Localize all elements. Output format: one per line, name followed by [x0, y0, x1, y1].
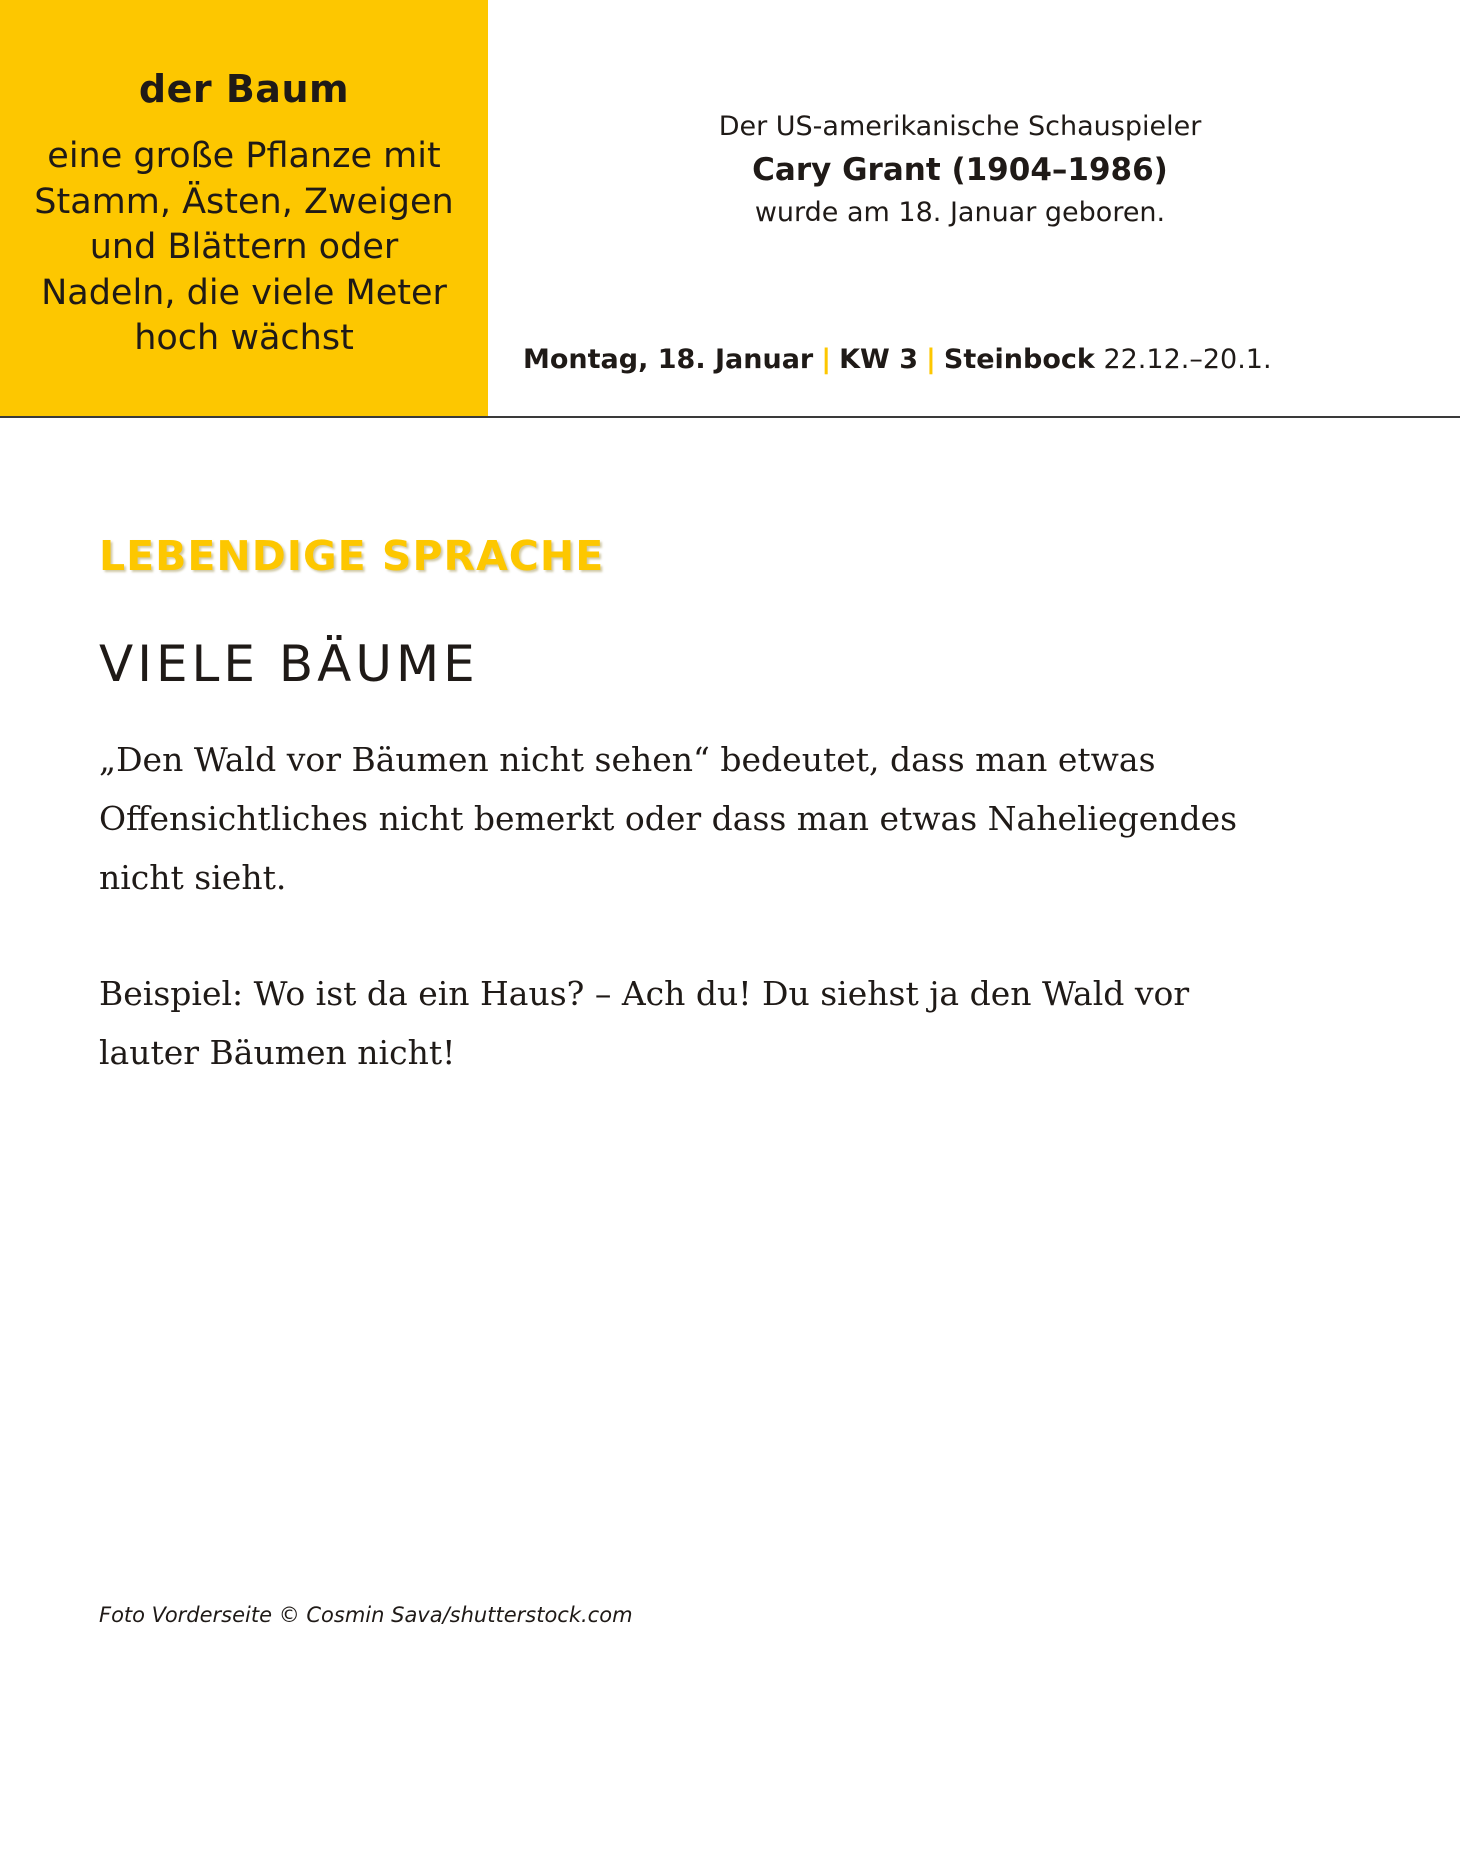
- dateline-separator: |: [821, 344, 832, 375]
- word-definition: [24, 134, 464, 362]
- word-of-day-box: [0, 0, 488, 417]
- photo-credit: Foto Vorderseite © Cosmin Sava/shutterstock.com: [99, 1603, 633, 1627]
- birthday-note: [560, 110, 1360, 230]
- paragraph-line: Offensichtliches nicht bemerkt oder dass man etwas Naheliegendes: [99, 799, 1238, 838]
- article-body: [99, 730, 1299, 1139]
- article-paragraph: [99, 730, 1299, 907]
- dateline: [523, 338, 1272, 382]
- definition-line: Stamm, Ästen, Zweigen: [34, 181, 454, 222]
- birthday-intro: Der US-amerikanische Schauspieler: [718, 111, 1202, 142]
- calendar-week: KW 3: [839, 344, 918, 375]
- birthday-outro: wurde am 18. Januar geboren.: [754, 197, 1166, 228]
- word-title: der Baum: [138, 67, 350, 111]
- zodiac-range: 22.12.–20.1.: [1103, 344, 1272, 375]
- zodiac-sign: Steinbock: [943, 344, 1095, 375]
- paragraph-line: „Den Wald vor Bäumen nicht sehen“ bedeutet, dass man etwas: [99, 740, 1156, 779]
- header-divider: [0, 416, 1460, 418]
- article-title: VIELE BÄUME: [99, 635, 479, 693]
- paragraph-line: nicht sieht.: [99, 858, 287, 897]
- definition-line: eine große Pflanze mit: [47, 136, 441, 176]
- definition-line: und Blättern oder: [89, 227, 399, 267]
- article-paragraph: [99, 964, 1299, 1082]
- definition-line: Nadeln, die viele Meter: [41, 272, 447, 313]
- paragraph-line: Beispiel: Wo ist da ein Haus? – Ach du! Du siehst ja den Wald vor: [99, 974, 1190, 1013]
- birthday-person: Cary Grant (1904–1986): [752, 152, 1168, 188]
- definition-line: hoch wächst: [134, 318, 354, 358]
- paragraph-line: lauter Bäumen nicht!: [99, 1033, 456, 1072]
- section-label: LEBENDIGE SPRACHE: [99, 532, 605, 580]
- dateline-separator: |: [926, 344, 936, 375]
- date-text: Montag, 18. Januar: [523, 344, 814, 375]
